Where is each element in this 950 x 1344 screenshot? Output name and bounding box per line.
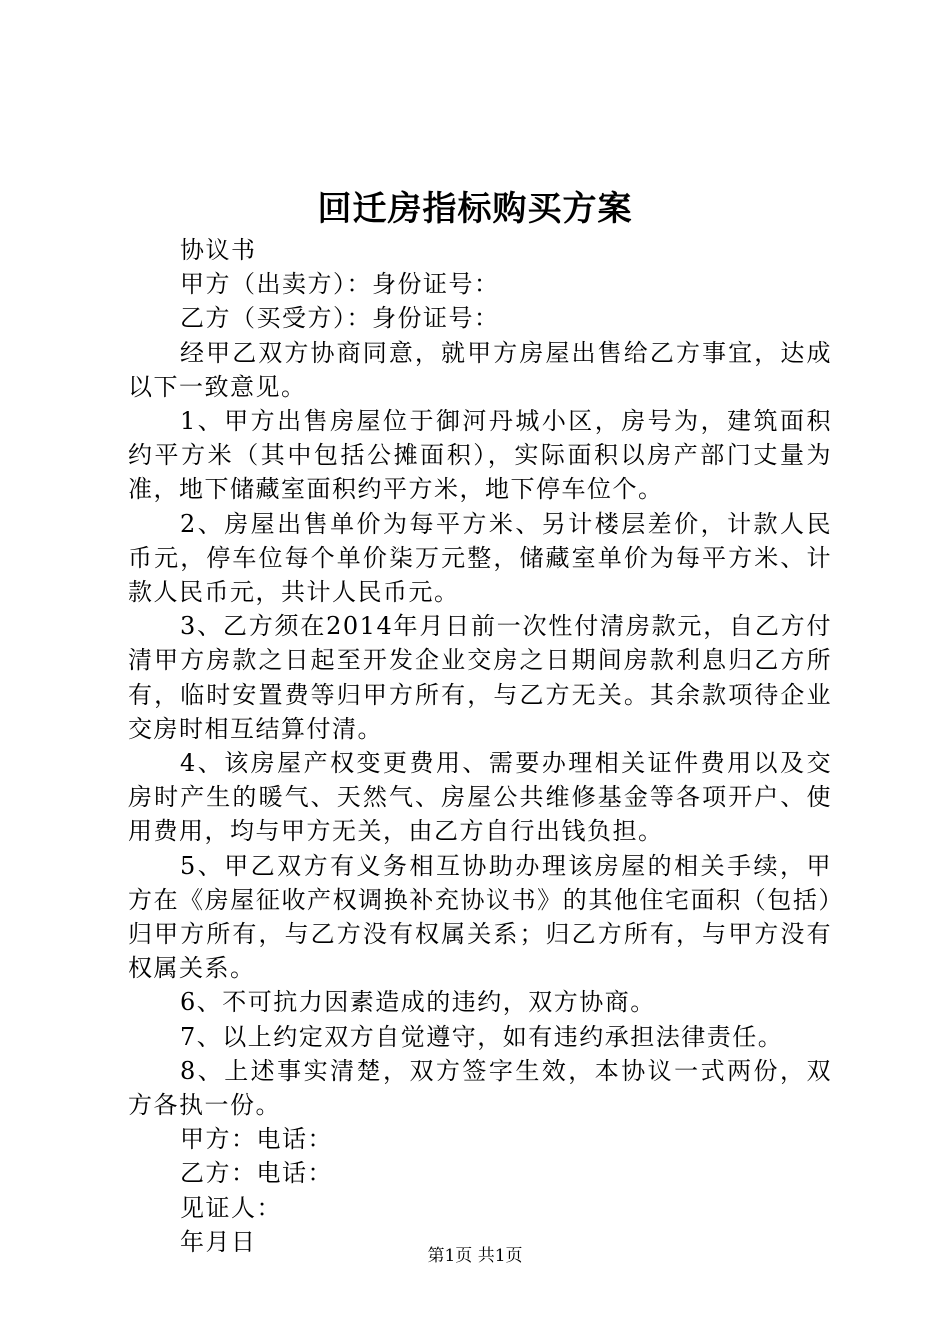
paragraph-party-b: 乙方（买受方）：身份证号： bbox=[180, 304, 500, 333]
paragraph-clause-7: 7、以上约定双方自觉遵守，如有违约承担法律责任。 bbox=[180, 1022, 784, 1051]
paragraph-clause-6: 6、不可抗力因素造成的违约，双方协商。 bbox=[180, 988, 656, 1017]
paragraph-party-a: 甲方（出卖方）：身份证号： bbox=[180, 270, 500, 299]
signature-date: 年月日 bbox=[180, 1227, 257, 1256]
document-title: 回迁房指标购买方案 bbox=[317, 189, 633, 229]
signature-party-b: 乙方：电话： bbox=[180, 1159, 333, 1188]
signature-witness: 见证人： bbox=[180, 1193, 282, 1222]
paragraph-clause-8: 8、上述事实清楚，双方签字生效，本协议一式两份，双方各执一份。 bbox=[128, 1056, 832, 1120]
paragraph-heading: 协议书 bbox=[180, 236, 257, 264]
paragraph-preamble: 经甲乙双方协商同意，就甲方房屋出售给乙方事宜，达成以下一致意见。 bbox=[128, 338, 832, 401]
paragraph-clause-2: 2、房屋出售单价为每平方米、另计楼层差价，计款人民币元，停车位每个单价柒万元整，储藏室单价为每平方米、计款人民币元，共计人民币元。 bbox=[128, 509, 832, 607]
signature-party-a: 甲方：电话： bbox=[180, 1125, 333, 1154]
paragraph-clause-5: 5、甲乙双方有义务相互协助办理该房屋的相关手续，甲方在《房屋征收产权调换补充协议书》的其他住宅面积（包括）归甲方所有，与乙方没有权属关系；归乙方所有，与甲方没有权属关系。 bbox=[128, 851, 832, 983]
paragraph-clause-4: 4、该房屋产权变更费用、需要办理相关证件费用以及交房时产生的暖气、天然气、房屋公共维修基金等各项开户、使用费用，均与甲方无关，由乙方自行出钱负担。 bbox=[128, 749, 832, 846]
page-footer: 第1页 共1页 bbox=[427, 1246, 523, 1266]
document-body bbox=[128, 233, 832, 1259]
paragraph-clause-1: 1、甲方出售房屋位于御河丹城小区，房号为，建筑面积约平方米（其中包括公摊面积），实际面积以房产部门丈量为准，地下储藏室面积约平方米，地下停车位个。 bbox=[128, 407, 832, 504]
paragraph-clause-3: 3、乙方须在2014年月日前一次性付清房款元，自乙方付清甲方房款之日起至开发企业交房之日期间房款利息归乙方所有，临时安置费等归甲方所有，与乙方无关。其余款项待企业交房时相互结算付清。 bbox=[128, 612, 832, 743]
